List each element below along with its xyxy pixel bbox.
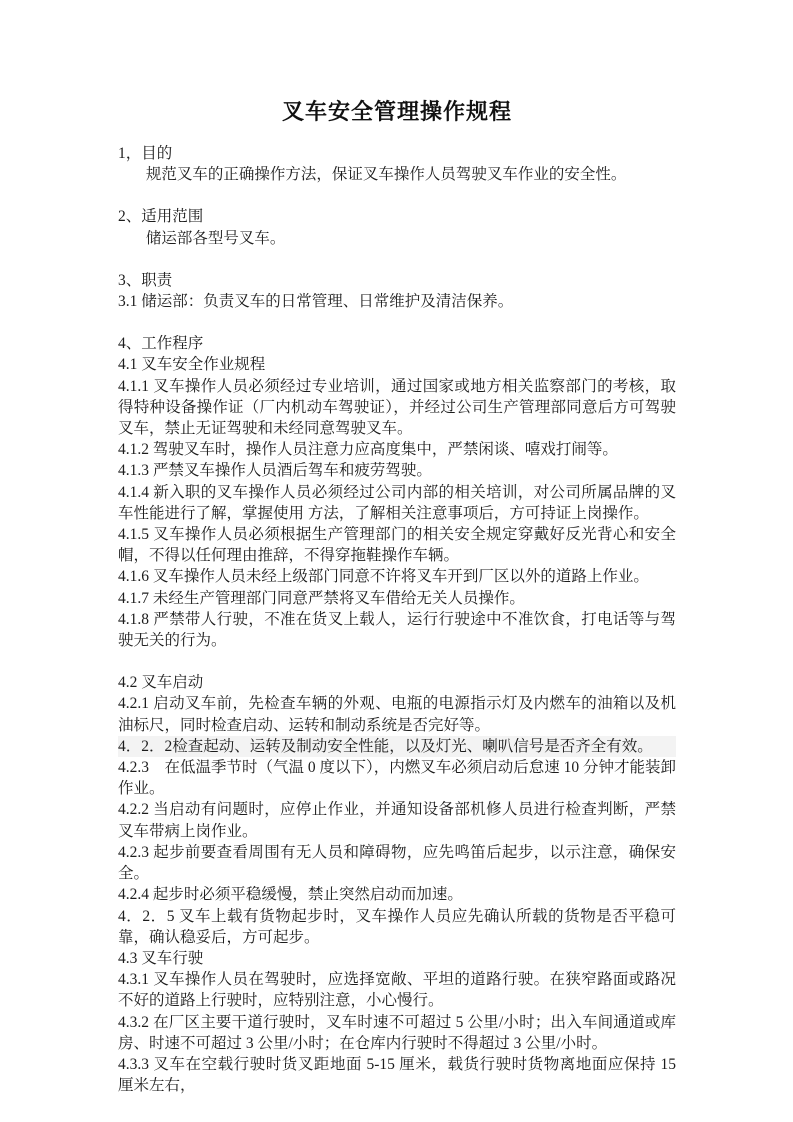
document-title: 叉车安全管理操作规程 [281, 99, 512, 124]
paragraph: 4.2.1 启动叉车前，先检查车辆的外观、电瓶的电源指示灯及内燃车的油箱以及机油标尺，同时检查启动、运转和制动系统是否完好等。 [118, 695, 676, 734]
paragraph: 4.1.2 驾驶叉车时，操作人员注意力应高度集中，严禁闲谈、嘻戏打闹等。 [118, 441, 618, 459]
paragraph: 4.3.3 叉车在空载行驶时货叉距地面 5-15 厘米，载货行驶时货物离地面应保持 15 厘米左右， [118, 1055, 676, 1095]
paragraph: 2、适用范围 [118, 208, 204, 226]
paragraph: 4.1.7 未经生产管理部门同意严禁将叉车借给无关人员操作。 [118, 589, 525, 607]
paragraph: 4、工作程序 [118, 335, 204, 353]
paragraph: 4.1.8 严禁带人行驶，不准在货叉上载人，运行行驶途中不准饮食，打电话等与驾驶无关的行为。 [118, 610, 676, 650]
paragraph: 3.1 储运部：负责叉车的日常管理、日常维护及清洁保养。 [118, 293, 514, 311]
paragraph: 4.1.4 新入职的叉车操作人员必须经过公司内部的相关培训，对公司所属品牌的叉车性能进行了解，掌握使用 方法，了解相关注意事项后，方可持证上岗操作。 [118, 483, 676, 522]
paragraph: 储运部各型号叉车。 [145, 229, 286, 247]
paragraph: 规范叉车的正确操作方法，保证叉车操作人员驾驶叉车作业的安全性。 [145, 166, 627, 184]
paragraph-gap [118, 185, 676, 206]
paragraph-gap [118, 312, 676, 333]
paragraph: 4．2．5 叉车上载有货物起步时，叉车操作人员应先确认所载的货物是否平稳可靠，确认稳妥后，方可起步。 [118, 907, 676, 946]
paragraph: 4.1.1 叉车操作人员必须经过专业培训，通过国家或地方相关监察部门的考核，取得特种设备操作证（厂内机动车驾驶证），并经过公司生产管理部同意后方可驾驶叉车，禁止无证驾驶和未经同意驾驶叉车。 [118, 377, 676, 438]
paragraph: 4.2.3 在低温季节时（气温 0 度以下），内燃叉车必须启动后怠速 10 分钟才能装卸作业。 [118, 759, 677, 798]
paragraph: 4.3.2 在厂区主要干道行驶时，叉车时速不可超过 5 公里/小时；出入车间通道或库房、时速不可超过 3 公里/小时；在仓库内行驶时不得超过 3 公里/小时。 [118, 1013, 676, 1052]
paragraph: 4.2.3 起步前要查看周围有无人员和障碍物，应先鸣笛后起步，以示注意，确保安全。 [118, 843, 676, 883]
paragraph-gap [118, 651, 676, 672]
paragraph: 4.3 叉车行驶 [118, 949, 204, 967]
paragraph: 4.1 叉车安全作业规程 [118, 356, 266, 374]
paragraph: 4.1.3 严禁叉车操作人员酒后驾车和疲劳驾驶。 [118, 462, 432, 480]
paragraph: 4.3.1 叉车操作人员在驾驶时，应选择宽敞、平坦的道路行驶。在狭窄路面或路况不好的道路上行驶时，应特别注意，小心慢行。 [118, 971, 676, 1010]
paragraph: 3、职责 [118, 271, 173, 289]
paragraph: 1，目的 [118, 145, 173, 162]
paragraph: 4.2.4 起步时必须平稳缓慢，禁止突然启动而加速。 [118, 886, 463, 904]
paragraph-gap [118, 249, 676, 270]
paragraph: 4.1.6 叉车操作人员未经上级部门同意不许将叉车开到厂区以外的道路上作业。 [118, 568, 649, 586]
document-body [118, 143, 676, 1096]
paragraph: 4.2 叉车启动 [118, 674, 204, 692]
paragraph: 4.2.2 当启动有问题时，应停止作业，并通知设备部机修人员进行检查判断，严禁叉车带病上岗作业。 [118, 801, 676, 840]
paragraph: 4．2．2检查起动、运转及制动安全性能，以及灯光、喇叭信号是否齐全有效。 [118, 736, 676, 757]
paragraph: 4.1.5 叉车操作人员必须根据生产管理部门的相关安全规定穿戴好反光背心和安全帽，不得以任何理由推辞，不得穿拖鞋操作车辆。 [118, 526, 676, 565]
